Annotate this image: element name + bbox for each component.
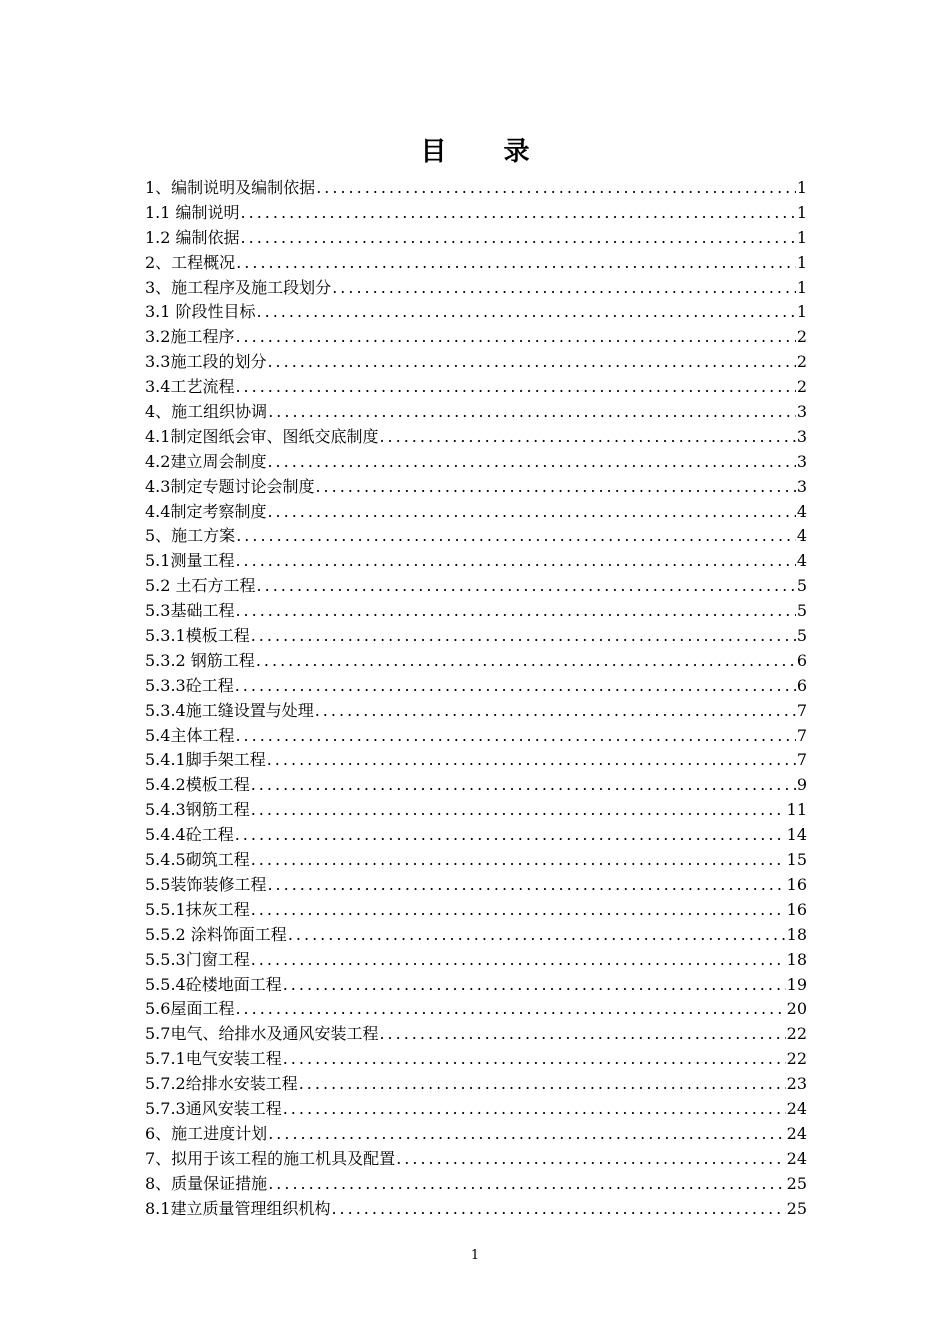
toc-entry-page-number: 22 bbox=[786, 1024, 807, 1044]
dot-leader bbox=[379, 425, 795, 450]
toc-entry-page-number: 5 bbox=[796, 626, 807, 646]
toc-entry[interactable] bbox=[145, 375, 807, 400]
dot-leader bbox=[235, 599, 795, 624]
toc-entry-label: 5.5.4砼楼地面工程 bbox=[145, 974, 282, 994]
toc-entry-label: 5.4.3钢筋工程 bbox=[145, 800, 250, 820]
dot-leader bbox=[251, 898, 786, 923]
toc-entry[interactable] bbox=[145, 300, 807, 325]
toc-entry-page-number: 1 bbox=[796, 178, 807, 197]
toc-entry-page-number: 16 bbox=[786, 874, 807, 894]
toc-entry[interactable] bbox=[145, 973, 807, 998]
toc-entry-label: 5.5.1抹灰工程 bbox=[145, 899, 250, 919]
toc-entry-label: 4.3制定专题讨论会制度 bbox=[145, 476, 315, 496]
toc-entry-label: 5.4.4砼工程 bbox=[145, 825, 234, 845]
toc-entry-label: 4、施工组织协调 bbox=[145, 402, 268, 422]
dot-leader bbox=[267, 748, 796, 773]
dot-leader bbox=[288, 923, 786, 948]
dot-leader bbox=[241, 201, 796, 226]
toc-entry[interactable] bbox=[145, 948, 807, 973]
toc-entry-label: 4.4制定考察制度 bbox=[145, 501, 267, 521]
toc-entry[interactable] bbox=[145, 674, 807, 699]
toc-entry-label: 8.1建立质量管理组织机构 bbox=[145, 1198, 331, 1218]
toc-entry-page-number: 3 bbox=[796, 476, 807, 496]
toc-entry[interactable] bbox=[145, 873, 807, 898]
toc-entry-label: 5.6屋面工程 bbox=[145, 999, 235, 1019]
toc-entry-label: 3、施工程序及施工段划分 bbox=[145, 277, 332, 297]
toc-entry-page-number: 1 bbox=[796, 277, 807, 297]
toc-entry[interactable] bbox=[145, 251, 807, 276]
toc-entry-page-number: 19 bbox=[786, 974, 807, 994]
dot-leader bbox=[315, 475, 795, 500]
dot-leader bbox=[396, 1147, 785, 1172]
toc-entry-label: 5.5装饰装修工程 bbox=[145, 874, 267, 894]
toc-entry[interactable] bbox=[145, 823, 807, 848]
dot-leader bbox=[283, 1097, 786, 1122]
toc-entry-label: 7、拟用于该工程的施工机具及配置 bbox=[145, 1148, 396, 1168]
toc-entry-label: 3.3施工段的划分 bbox=[145, 352, 267, 372]
toc-entry-page-number: 7 bbox=[796, 725, 807, 745]
toc-entry-page-number: 5 bbox=[796, 601, 807, 621]
toc-entry[interactable] bbox=[145, 475, 807, 500]
dot-leader bbox=[235, 823, 786, 848]
toc-entry-page-number: 24 bbox=[786, 1148, 807, 1168]
toc-entry[interactable] bbox=[145, 848, 807, 873]
dot-leader bbox=[235, 325, 795, 350]
toc-entry-label: 5、施工方案 bbox=[145, 526, 236, 546]
toc-entry-label: 5.3.4施工缝设置与处理 bbox=[145, 700, 314, 720]
toc-entry-page-number: 23 bbox=[786, 1074, 807, 1094]
dot-leader bbox=[267, 500, 795, 525]
toc-entry-label: 5.3基础工程 bbox=[145, 601, 235, 621]
toc-entry-page-number: 11 bbox=[786, 800, 807, 820]
toc-entry-page-number: 7 bbox=[796, 700, 807, 720]
toc-list bbox=[145, 176, 807, 1221]
dot-leader bbox=[268, 400, 796, 425]
toc-entry-label: 5.2 土石方工程 bbox=[145, 576, 256, 596]
toc-entry-page-number: 1 bbox=[796, 302, 807, 322]
toc-entry-page-number: 5 bbox=[796, 576, 807, 596]
toc-entry-page-number: 15 bbox=[786, 850, 807, 870]
toc-entry-label: 4.2建立周会制度 bbox=[145, 451, 267, 471]
toc-entry[interactable] bbox=[145, 1147, 807, 1172]
toc-title: 目 录 bbox=[420, 137, 554, 167]
dot-leader bbox=[251, 948, 786, 973]
toc-entry[interactable] bbox=[145, 748, 807, 773]
toc-entry-label: 5.3.1模板工程 bbox=[145, 626, 250, 646]
toc-entry-label: 2、工程概况 bbox=[145, 252, 236, 272]
toc-entry[interactable] bbox=[145, 549, 807, 574]
toc-entry[interactable] bbox=[145, 1172, 807, 1197]
toc-entry[interactable] bbox=[145, 524, 807, 549]
toc-entry-label: 5.3.3砼工程 bbox=[145, 675, 234, 695]
toc-entry[interactable] bbox=[145, 425, 807, 450]
toc-entry-page-number: 18 bbox=[786, 924, 807, 944]
dot-leader bbox=[267, 873, 785, 898]
toc-entry-label: 5.5.3门窗工程 bbox=[145, 949, 250, 969]
toc-entry-page-number: 1 bbox=[796, 227, 807, 247]
toc-entry[interactable] bbox=[145, 997, 807, 1022]
dot-leader bbox=[283, 973, 786, 998]
toc-entry-page-number: 3 bbox=[796, 402, 807, 422]
toc-entry-label: 5.4.1脚手架工程 bbox=[145, 750, 266, 770]
dot-leader bbox=[236, 251, 796, 276]
dot-leader bbox=[257, 574, 796, 599]
toc-entry-page-number: 25 bbox=[786, 1198, 807, 1218]
toc-entry-page-number: 1 bbox=[796, 202, 807, 222]
toc-entry-page-number: 20 bbox=[786, 999, 807, 1019]
dot-leader bbox=[316, 176, 796, 201]
toc-entry[interactable] bbox=[145, 923, 807, 948]
dot-leader bbox=[241, 226, 796, 251]
toc-entry[interactable] bbox=[145, 276, 807, 301]
toc-entry-page-number: 6 bbox=[796, 650, 807, 670]
toc-entry-page-number: 4 bbox=[796, 551, 807, 571]
dot-leader bbox=[267, 450, 795, 475]
toc-entry-label: 5.1测量工程 bbox=[145, 551, 235, 571]
toc-entry-label: 8、质量保证措施 bbox=[145, 1173, 268, 1193]
toc-entry[interactable] bbox=[145, 1122, 807, 1147]
toc-entry-label: 5.7.2给排水安装工程 bbox=[145, 1074, 298, 1094]
toc-entry[interactable] bbox=[145, 624, 807, 649]
toc-entry[interactable] bbox=[145, 1097, 807, 1122]
dot-leader bbox=[283, 1047, 786, 1072]
dot-leader bbox=[268, 1172, 785, 1197]
dot-leader bbox=[256, 649, 796, 674]
toc-entry-label: 3.2施工程序 bbox=[145, 327, 235, 347]
toc-entry-label: 1.2 编制依据 bbox=[145, 227, 240, 247]
toc-entry-page-number: 3 bbox=[796, 426, 807, 446]
toc-entry[interactable] bbox=[145, 400, 807, 425]
dot-leader bbox=[236, 524, 796, 549]
toc-entry-label: 3.1 阶段性目标 bbox=[145, 302, 256, 322]
dot-leader bbox=[267, 350, 795, 375]
toc-entry-page-number: 18 bbox=[786, 949, 807, 969]
toc-entry-page-number: 3 bbox=[796, 451, 807, 471]
dot-leader bbox=[235, 997, 785, 1022]
dot-leader bbox=[235, 724, 795, 749]
dot-leader bbox=[251, 773, 796, 798]
toc-entry[interactable] bbox=[145, 226, 807, 251]
toc-entry-page-number: 7 bbox=[796, 750, 807, 770]
toc-entry-page-number: 25 bbox=[786, 1173, 807, 1193]
dot-leader bbox=[235, 549, 795, 574]
toc-entry-page-number: 4 bbox=[796, 526, 807, 546]
toc-entry-label: 5.7.3通风安装工程 bbox=[145, 1098, 282, 1118]
toc-entry[interactable] bbox=[145, 1072, 807, 1097]
toc-entry[interactable] bbox=[145, 724, 807, 749]
toc-entry-page-number: 6 bbox=[796, 675, 807, 695]
toc-entry[interactable] bbox=[145, 898, 807, 923]
dot-leader bbox=[315, 699, 796, 724]
toc-entry-page-number: 24 bbox=[786, 1098, 807, 1118]
toc-entry[interactable] bbox=[145, 350, 807, 375]
toc-entry[interactable] bbox=[145, 773, 807, 798]
toc-entry[interactable] bbox=[145, 176, 807, 201]
toc-entry-page-number: 24 bbox=[786, 1123, 807, 1143]
toc-entry-page-number: 4 bbox=[796, 501, 807, 521]
toc-entry-label: 1.1 编制说明 bbox=[145, 202, 240, 222]
dot-leader bbox=[235, 375, 795, 400]
dot-leader bbox=[331, 1197, 785, 1222]
toc-entry[interactable] bbox=[145, 649, 807, 674]
toc-entry-page-number: 16 bbox=[786, 899, 807, 919]
toc-entry[interactable] bbox=[145, 574, 807, 599]
toc-entry[interactable] bbox=[145, 1197, 807, 1222]
toc-entry-label: 4.1制定图纸会审、图纸交底制度 bbox=[145, 426, 379, 446]
toc-entry-label: 3.4工艺流程 bbox=[145, 377, 235, 397]
dot-leader bbox=[235, 674, 796, 699]
toc-entry-page-number: 2 bbox=[796, 327, 807, 347]
toc-entry-page-number: 2 bbox=[796, 352, 807, 372]
toc-entry[interactable] bbox=[145, 699, 807, 724]
toc-entry-label: 5.4.2模板工程 bbox=[145, 775, 250, 795]
toc-entry-label: 6、施工进度计划 bbox=[145, 1123, 268, 1143]
dot-leader bbox=[251, 798, 786, 823]
dot-leader bbox=[379, 1022, 785, 1047]
toc-entry-label: 5.7电气、给排水及通风安装工程 bbox=[145, 1024, 379, 1044]
dot-leader bbox=[299, 1072, 786, 1097]
toc-entry-page-number: 14 bbox=[786, 825, 807, 845]
toc-entry[interactable] bbox=[145, 201, 807, 226]
toc-entry[interactable] bbox=[145, 325, 807, 350]
toc-entry[interactable] bbox=[145, 500, 807, 525]
toc-entry[interactable] bbox=[145, 450, 807, 475]
page-number: 1 bbox=[470, 1248, 480, 1263]
dot-leader bbox=[251, 624, 796, 649]
dot-leader bbox=[251, 848, 786, 873]
toc-entry-page-number: 2 bbox=[796, 377, 807, 397]
toc-entry-label: 5.3.2 钢筋工程 bbox=[145, 650, 255, 670]
toc-entry-page-number: 1 bbox=[796, 252, 807, 272]
toc-entry-page-number: 9 bbox=[796, 775, 807, 795]
toc-entry-label: 5.4主体工程 bbox=[145, 725, 235, 745]
dot-leader bbox=[268, 1122, 785, 1147]
toc-entry[interactable] bbox=[145, 1022, 807, 1047]
toc-entry[interactable] bbox=[145, 599, 807, 624]
toc-entry[interactable] bbox=[145, 798, 807, 823]
toc-entry-label: 5.7.1电气安装工程 bbox=[145, 1049, 282, 1069]
toc-entry-label: 1、编制说明及编制依据 bbox=[145, 178, 316, 197]
dot-leader bbox=[257, 300, 796, 325]
toc-entry-page-number: 22 bbox=[786, 1049, 807, 1069]
toc-entry[interactable] bbox=[145, 1047, 807, 1072]
toc-entry-label: 5.5.2 涂料饰面工程 bbox=[145, 924, 287, 944]
toc-entry-label: 5.4.5砌筑工程 bbox=[145, 850, 250, 870]
dot-leader bbox=[332, 276, 796, 301]
